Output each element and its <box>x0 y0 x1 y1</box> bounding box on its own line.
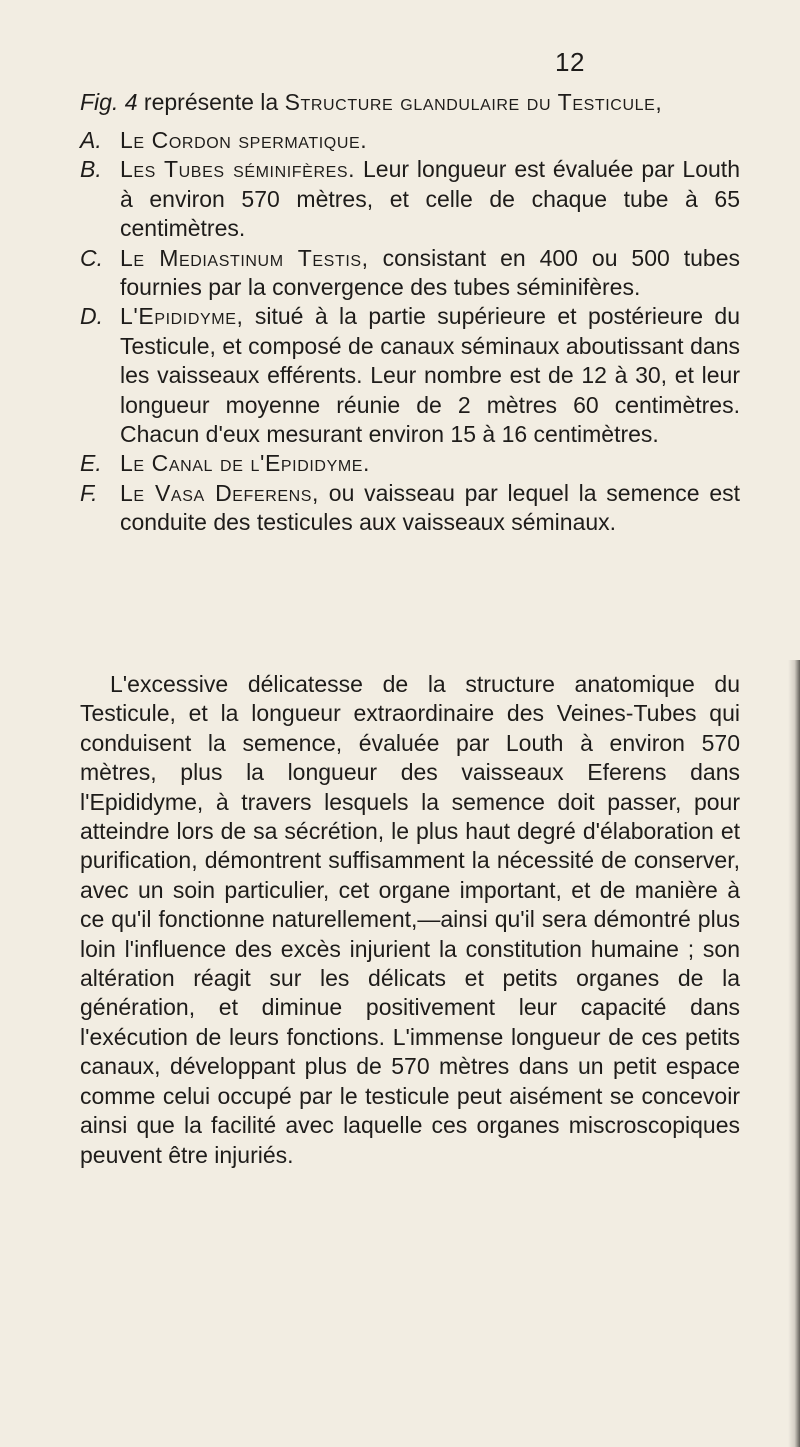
figure-caption <box>80 89 760 116</box>
legend-letter: B. <box>80 156 102 183</box>
legend-item-f <box>80 479 740 538</box>
figure-subject: Structure glandulaire du Testicule, <box>284 89 663 115</box>
body-paragraph: L'excessive délicatesse de la structure anatomique du Testicule, et la longueur extraordinaire des Veines-Tubes qui conduisent la semence, évaluée par Louth à environ 570 mètres, plus la longueur des vaisseaux Eferens dans l'Epididyme, à travers lesquels la semence doit passer, pour atteindre lors de sa sécrétion, le plus haut degré d'élaboration et purification, démontrent suffisamment la nécessité de conserver, avec un soin particulier, cet organe important, et de manière à ce qu'il fonctionne naturellement,—ainsi qu'il sera démontré plus loin l'influence des excès injurient la constitution humaine ; son altération réagit sur les délicats et petits organes de la génération, et diminue positivement leur capacité dans l'exécution de leurs fonctions. L'immense longueur de ces petits canaux, développant plus de 570 mètres dans un petit espace comme celui occupé par le testicule peut aisément se concevoir ainsi que la facilité avec laquelle ces organes miscroscopiques peuvent être injuriés. <box>80 671 740 1168</box>
figure-reference: Fig. 4 <box>80 89 138 115</box>
legend-item-c <box>80 244 740 303</box>
legend-letter: F. <box>80 479 98 506</box>
legend-term: L'Epididyme, <box>120 303 244 330</box>
page-number: 12 <box>555 47 585 77</box>
legend-description: situé à la partie supérieure et postérieure du Testicule, et composé de canaux séminaux aboutissant dans les vaisseaux efférents. Leur nombre est de 12 à 30, et leur longueur moyenne réunie de 2 mètres 60 centimètres. Chacun d'eux mesurant environ 15 à 16 centimètres. <box>120 303 740 448</box>
legend-description: Leur longueur est évaluée par Louth à environ 570 mètres, et celle de chaque tube à 65 centimètres. <box>120 156 740 242</box>
legend-term: Le Canal de l'Epididyme. <box>120 450 371 477</box>
legend-term: Le Mediastinum Testis, <box>120 244 369 271</box>
legend-letter: A. <box>80 127 102 153</box>
figure-legend <box>80 126 740 538</box>
legend-item-b <box>80 155 740 243</box>
legend-term: Le Vasa Deferens, <box>120 479 320 506</box>
legend-letter: E. <box>80 450 102 477</box>
legend-item-e <box>80 449 740 478</box>
figure-intro: représente la <box>143 89 279 115</box>
scan-edge-shadow <box>788 660 800 1447</box>
legend-item-d <box>80 302 740 449</box>
legend-term: Les Tubes séminifères. <box>120 156 356 183</box>
legend-letter: C. <box>80 244 103 271</box>
legend-description: ou vaisseau par lequel la semence est conduite des testicules aux vaisseaux séminaux. <box>120 479 741 536</box>
legend-item-a <box>80 126 740 155</box>
legend-term: Le Cordon spermatique. <box>120 127 368 153</box>
legend-description: consistant en 400 ou 500 tubes fournies par la convergence des tubes séminifères. <box>120 244 740 301</box>
legend-letter: D. <box>80 303 103 330</box>
